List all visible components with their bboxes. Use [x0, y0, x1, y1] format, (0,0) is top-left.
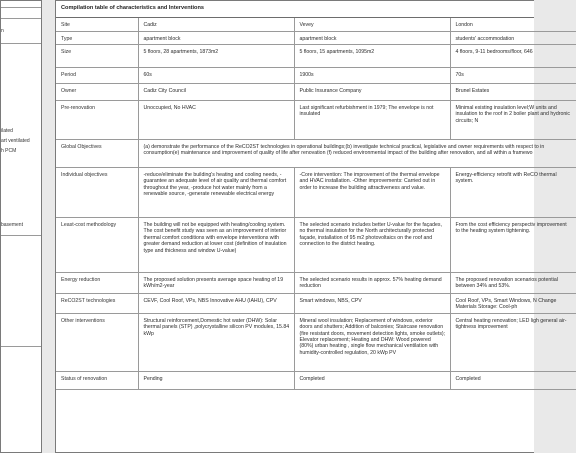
cell-london: students' accommodation	[450, 31, 576, 44]
cell-london: Completed	[450, 371, 576, 389]
table-page	[55, 0, 570, 453]
table-row	[56, 31, 576, 44]
table-row	[56, 371, 576, 389]
left-text-fragment: h PCM	[1, 148, 17, 154]
cell-london: From the cost efficiency perspectiv improvement to the heating system tightening.	[450, 217, 576, 272]
row-label: Global Objectives	[56, 139, 138, 167]
cell-vevey: The selected scenario results in approx. 57% heating demand reduction	[294, 272, 450, 293]
left-page-fragment	[0, 0, 42, 453]
cell-cadiz: -reduce/eliminate the building's heating and cooling needs, -guarantee an adequate level of air quality and thermal comfort throughout the year, -produce hot water mainly from a renewable source, -generate renewable electrical energy	[138, 167, 294, 217]
cell-vevey: apartment block	[294, 31, 450, 44]
cell-london: Minimal existing insulation level;W units and insulation to the roof in 2 boiler plant and hydronic circuits; N	[450, 100, 576, 139]
row-label: Energy reduction	[56, 272, 138, 293]
row-label: Site	[56, 18, 138, 31]
cell-vevey: Public Insurance Company	[294, 83, 450, 100]
table-row	[56, 293, 576, 313]
cell-vevey: 5 floors, 15 apartments, 1095m2	[294, 44, 450, 67]
cell-cadiz: CEVF, Cool Roof, VPs, NBS Innovative AHU (IAHU), CPV	[138, 293, 294, 313]
cell-vevey: Mineral wool insulation; Replacement of windows, exterior doors and shutters; Addition of balconies; Staircase renovation (fire resistant doors, movement detection lights, smoke outlets); Elevator replacement; Heating and DHW: Wood powered (80%) urban heating , single flow mechanical ventilation with humidity-controlled regulation, 20 kWp PV	[294, 313, 450, 371]
cell-vevey: Completed	[294, 371, 450, 389]
cell-london: 70s	[450, 67, 576, 83]
cell-cadiz: 60s	[138, 67, 294, 83]
cell-vevey: The selected scenario includes better U-value for the façades, no thermal insulation for the North architecturally protected façade, installation of 95 m2 photovoltaics on the roof and connection to the district heating.	[294, 217, 450, 272]
row-label: Type	[56, 31, 138, 44]
divider	[1, 346, 41, 347]
cell-london: The proposed renovation scenarios potential between 34% and 53%.	[450, 272, 576, 293]
row-label: Size	[56, 44, 138, 67]
cell-cadiz: 5 floors, 28 apartments, 1873m2	[138, 44, 294, 67]
cell-cadiz: Unoccupied, No HVAC	[138, 100, 294, 139]
cell-cadiz: The building will not be equipped with heating/cooling system. The cost benefit study was seen as an improvement of interior thermal comfort conditions with envelope interventions with greater demand reduction at lower cost (definition of insulation type and thickness and window U-value)	[138, 217, 294, 272]
table-body	[56, 18, 576, 389]
divider	[1, 18, 41, 19]
table-row	[56, 18, 576, 31]
table-row	[56, 83, 576, 100]
cell-vevey: Last significant refurbishment in 1979; The envelope is not insulated	[294, 100, 450, 139]
cell-cadiz: Pending	[138, 371, 294, 389]
table-row	[56, 272, 576, 293]
table-row	[56, 217, 576, 272]
table-caption: Compilation table of characteristics and Interventions	[56, 1, 534, 18]
left-text-fragment: art ventilated	[1, 138, 30, 144]
cell-london: Energy-efficiency retrofit with ReCO thermal system.	[450, 167, 576, 217]
left-text-fragment: n	[1, 28, 4, 34]
row-label: Individual objectives	[56, 167, 138, 217]
cell-london: 4 floors, 9-11 bedrooms/floor, 646	[450, 44, 576, 67]
cell-cadiz: Cadiz City Council	[138, 83, 294, 100]
cell-london: London	[450, 18, 576, 31]
cell-london: Brunel Estates	[450, 83, 576, 100]
row-label: ReCO2ST technologies	[56, 293, 138, 313]
table-row	[56, 67, 576, 83]
table-row	[56, 167, 576, 217]
row-label: Pre-renovation	[56, 100, 138, 139]
cell-london: Cool Roof, VPs, Smart Windows, N Change Materials Storage: Cool-ph	[450, 293, 576, 313]
cell-london: Central heating renovation; LED ligh general air-tightness improvement	[450, 313, 576, 371]
divider	[1, 235, 41, 236]
divider	[1, 7, 41, 8]
interventions-table	[56, 18, 576, 390]
row-label: Period	[56, 67, 138, 83]
table-row	[56, 100, 576, 139]
cell-vevey: -Core intervention: The improvement of the thermal envelope and HVAC installation. -Other improvements: Carried out in order to increase the building attractiveness and value.	[294, 167, 450, 217]
left-text-fragment: basement	[1, 222, 23, 228]
table-row	[56, 44, 576, 67]
left-text-fragment: ilated	[1, 128, 13, 134]
row-label: Other interventions	[56, 313, 138, 371]
row-label: Status of renovation	[56, 371, 138, 389]
cell-vevey: Smart windows, NBS, CPV	[294, 293, 450, 313]
row-label: Owner	[56, 83, 138, 100]
cell-cadiz: apartment block	[138, 31, 294, 44]
spanning-cell: (a) demonstrate the performance of the ReCO2ST technologies in operational buildings;(b) investigate technical practical, legislative and owner requirements with respect to in consumption(e) maintenance and improvement of quality of life after renovation (f) reduced environmental impact of the building after renovation, and all within a framewo	[138, 139, 576, 167]
cell-cadiz: The proposed solution presents average space heating of 19 kWh/m2-year	[138, 272, 294, 293]
cell-vevey: Vevey	[294, 18, 450, 31]
cell-cadiz: Cadiz	[138, 18, 294, 31]
row-label: Least-cost methodology	[56, 217, 138, 272]
divider	[1, 43, 41, 44]
cell-cadiz: Structural reinforcement,Domestic hot water (DHW): Solar thermal panels (STP) ,polycrystalline silicon PV modules, 15.84 kWp	[138, 313, 294, 371]
table-row	[56, 313, 576, 371]
cell-vevey: 1900s	[294, 67, 450, 83]
table-row	[56, 139, 576, 167]
